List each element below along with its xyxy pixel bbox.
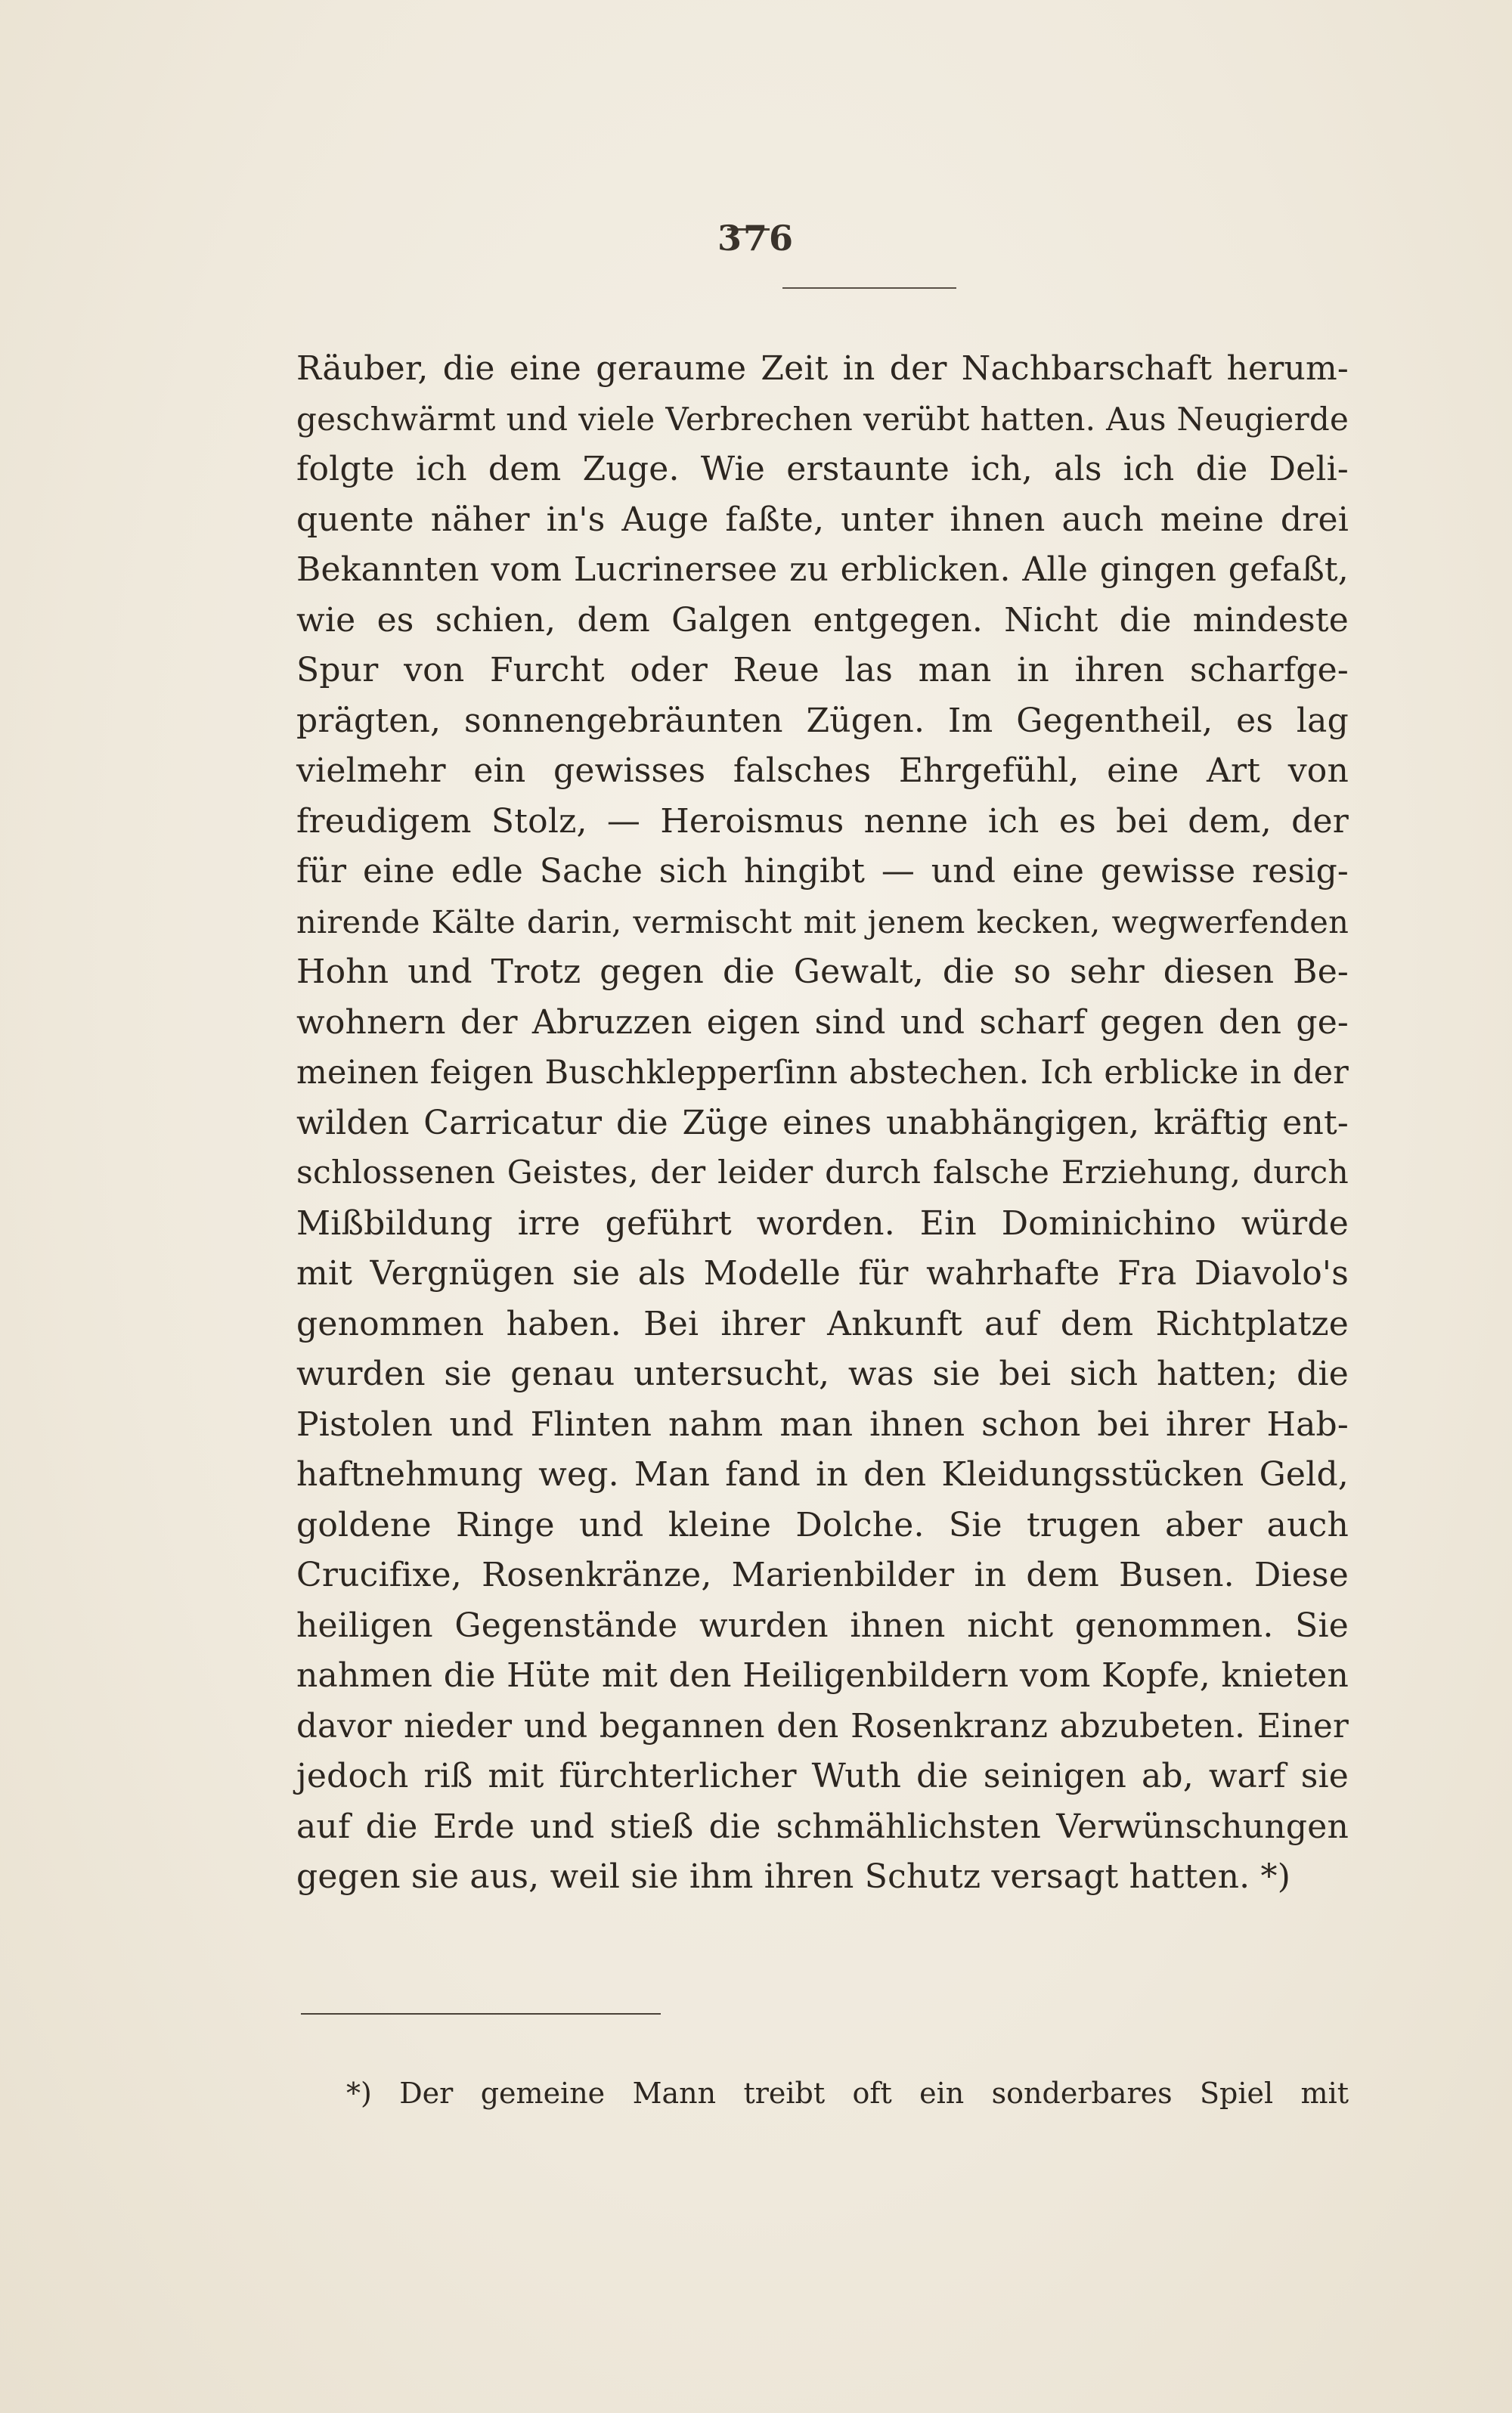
page-number: 376 (717, 218, 795, 259)
text-line: Pistolen und Flinten nahm man ihnen schon bei ihrer Hab- (296, 1405, 1349, 1444)
text-line: geschwärmt und viele Verbrechen verübt hatten. Aus Neugierde (296, 400, 1349, 438)
text-line: Spur von Furcht oder Reue las man in ihren scharfge- (296, 651, 1349, 689)
text-line: schlossenen Geistes, der leider durch falsche Erziehung, durch (296, 1154, 1349, 1191)
text-line: Hohn und Trotz gegen die Gewalt, die so sehr diesen Be- (296, 952, 1349, 991)
text-line: haftnehmung weg. Man fand in den Kleidungsstücken Geld, (296, 1455, 1349, 1494)
text-line: Räuber, die eine geraume Zeit in der Nachbarschaft herum- (296, 349, 1349, 388)
text-line: goldene Ringe und kleine Dolche. Sie trugen aber auch (296, 1505, 1349, 1544)
text-line: nahmen die Hüte mit den Heiligenbildern vom Kopfe, knieten (296, 1656, 1349, 1695)
bleed-through-text (892, 1965, 1315, 1996)
text-line: prägten, sonnengebräunten Zügen. Im Gegentheil, es lag (296, 701, 1349, 740)
header-rule (782, 287, 956, 289)
text-line: für eine edle Sache sich hingibt — und eine gewisse resig- (296, 852, 1349, 891)
text-line: gegen sie aus, weil sie ihm ihren Schutz versagt hatten. *) (296, 1857, 1291, 1896)
body-text (296, 344, 1349, 1903)
text-line: wilden Carricatur die Züge eines unabhängigen, kräftig ent- (296, 1103, 1349, 1142)
text-line: nirende Kälte darin, vermischt mit jenem kecken, wegwerfenden (296, 903, 1349, 940)
text-line: davor nieder und begannen den Rosenkranz abzubeten. Einer (296, 1707, 1349, 1745)
footnote-rule (301, 2013, 661, 2015)
text-line: Bekannten vom Lucrinersee zu erblicken. Alle gingen gefaßt, (296, 550, 1349, 589)
text-line: Crucifixe, Rosenkränze, Marienbilder in dem Busen. Diese (296, 1556, 1349, 1594)
text-line: folgte ich dem Zuge. Wie erstaunte ich, als ich die Deli- (296, 450, 1349, 488)
text-line: quente näher in's Auge faßte, unter ihnen auch meine drei (296, 500, 1349, 539)
text-line: genommen haben. Bei ihrer Ankunft auf dem Richtplatze (296, 1304, 1349, 1343)
text-line: wie es schien, dem Galgen entgegen. Nicht die mindeste (296, 600, 1349, 640)
text-line: vielmehr ein gewisses falsches Ehrgefühl, eine Art von (296, 751, 1349, 790)
text-line: heiligen Gegenstände wurden ihnen nicht genommen. Sie (296, 1606, 1349, 1645)
text-line: Mißbildung irre geführt worden. Ein Dominichino würde (296, 1203, 1349, 1243)
text-line: auf die Erde und stieß die schmählichsten Verwünschungen (296, 1807, 1349, 1846)
text-line: freudigem Stolz, — Heroismus nenne ich es bei dem, der (296, 801, 1349, 841)
footnote: *) Der gemeine Mann treibt oft ein sonderbares Spiel mit (346, 2077, 1349, 2110)
text-line: mit Vergnügen sie als Modelle für wahrhafte Fra Diavolo's (296, 1254, 1349, 1293)
text-line: jedoch riß mit fürchterlicher Wuth die seinigen ab, warf sie (296, 1757, 1349, 1795)
text-line: wohnern der Abruzzen eigen sind und scharf gegen den ge- (296, 1002, 1349, 1042)
text-line: wurden sie genau untersucht, was sie bei sich hatten; die (296, 1355, 1349, 1393)
text-line: meinen feigen Buschklepperſinn abstechen. Ich erblicke in der (296, 1054, 1349, 1092)
